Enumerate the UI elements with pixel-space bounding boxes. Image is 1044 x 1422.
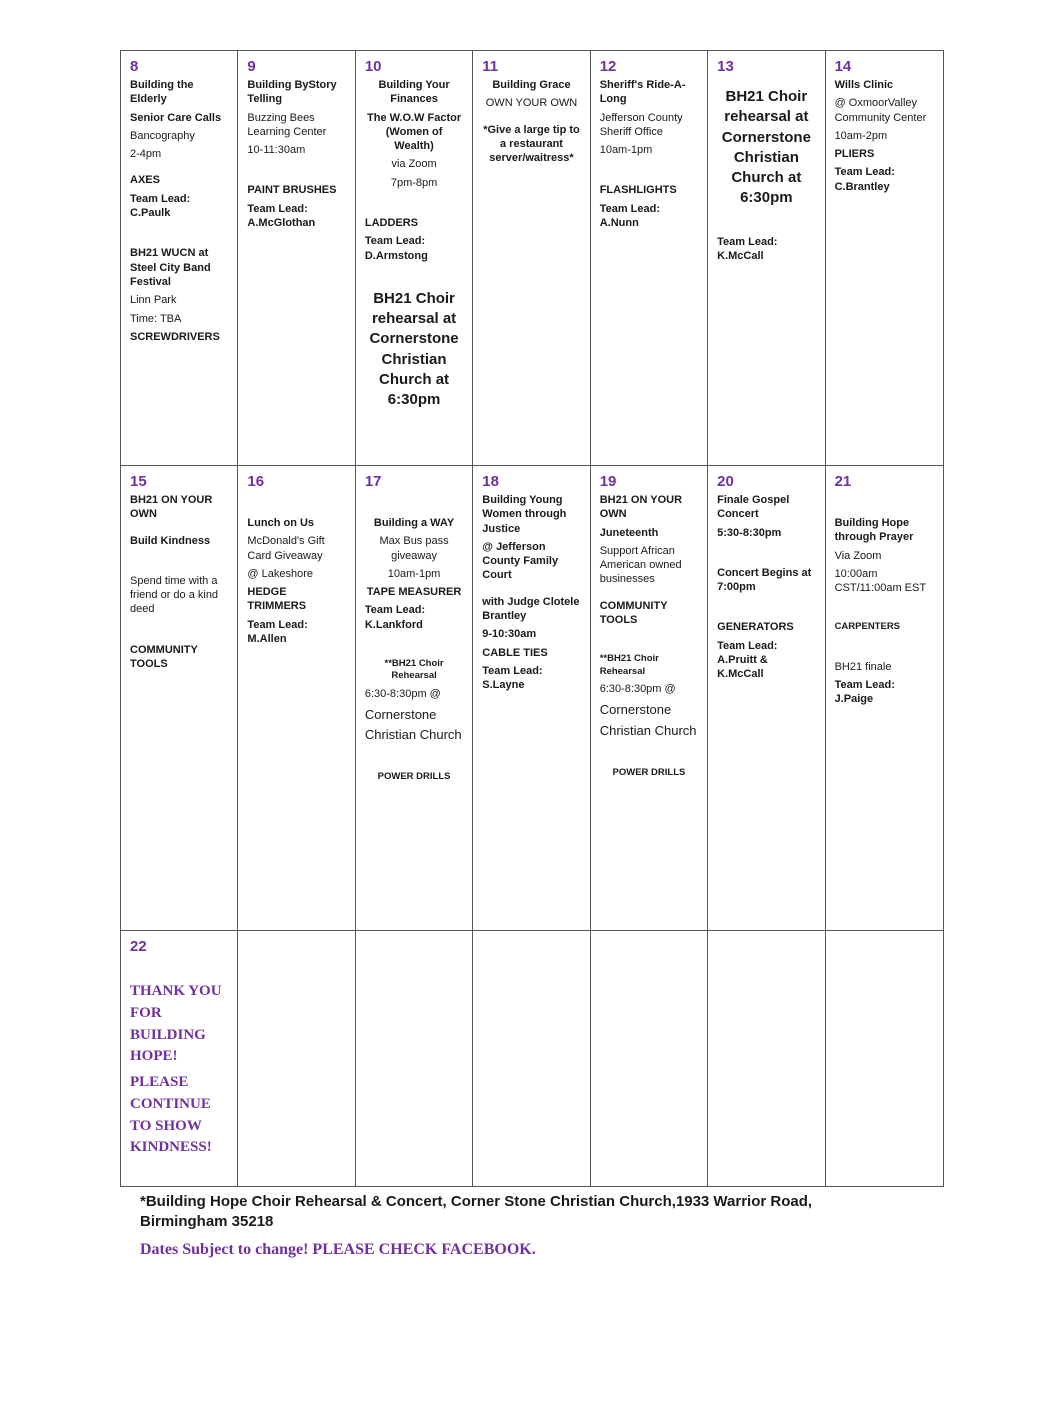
day-number: 20 <box>717 473 734 490</box>
event-text: FLASHLIGHTS <box>599 184 677 197</box>
footer <box>140 1192 880 1259</box>
day-number: 21 <box>834 473 852 490</box>
event-text: HEDGE TRIMMERS <box>247 586 307 613</box>
event-text: 10-11:30am <box>247 144 306 157</box>
event-text: LADDERS <box>364 217 419 230</box>
event-text: CARPENTERS <box>834 621 901 633</box>
event-text: BH21 finale <box>834 660 892 673</box>
event-text: Team Lead: A.Pruitt & K.McCall <box>717 639 778 681</box>
event-text: TAPE MEASURER <box>366 586 462 599</box>
event-text: CABLE TIES <box>482 646 548 659</box>
event-text: AXES <box>130 174 160 187</box>
event-text: Building Your Finances <box>378 79 450 106</box>
day-number: 22 <box>130 938 147 955</box>
event-text: The W.O.W Factor (Women of Wealth) <box>367 111 462 153</box>
calendar-cell-day-18 <box>473 466 590 931</box>
event-text: @ Jefferson County Family Court <box>482 540 559 582</box>
day-number: 10 <box>364 58 382 75</box>
event-text: OWN YOUR OWN <box>485 97 578 110</box>
event-text: Bancography <box>130 129 195 142</box>
event-text: THANK YOU FOR BUILDING HOPE! <box>130 983 222 1065</box>
calendar-cell-day-16 <box>238 466 355 931</box>
event-text: Team Lead: D.Armstong <box>364 235 428 262</box>
day-number: 8 <box>130 58 139 75</box>
event-text: Build Kindness <box>130 534 211 547</box>
day-number: 15 <box>130 473 147 490</box>
event-text: Time: TBA <box>130 312 182 325</box>
calendar-cell-day-22 <box>121 931 238 1186</box>
day-number: 17 <box>364 473 382 490</box>
footer-note: *Building Hope Choir Rehearsal & Concert, Corner Stone Christian Church,1933 Warrior Road, Birmingham 35218 <box>140 1193 813 1231</box>
event-text: 10am-1pm <box>599 144 653 157</box>
event-text: Team Lead: S.Layne <box>482 664 543 692</box>
event-text: Wills Clinic <box>834 79 894 91</box>
event-text: COMMUNITY TOOLS <box>130 643 198 671</box>
calendar-cell-day-14 <box>826 51 943 466</box>
day-number: 9 <box>247 58 256 75</box>
event-text: Sheriff's Ride-A-Long <box>599 79 686 106</box>
event-text: Team Lead: A.McGlothan <box>247 202 316 230</box>
event-text: Team Lead: J.Paige <box>834 679 895 706</box>
event-text: Team Lead: K.Lankford <box>364 604 426 631</box>
event-text: POWER DRILLS <box>377 771 451 783</box>
event-text: PLIERS <box>834 148 875 161</box>
event-text: Team Lead: K.McCall <box>717 235 778 262</box>
calendar-cell-day-12 <box>591 51 708 466</box>
event-text: Team Lead: M.Allen <box>247 618 308 646</box>
day-number: 18 <box>482 473 499 490</box>
footer-disclaimer: Dates Subject to change! PLEASE CHECK FACEBOOK. <box>140 1240 536 1258</box>
event-text: Juneteenth <box>599 526 659 539</box>
event-text: Finale Gospel Concert <box>717 494 790 521</box>
calendar-cell-empty <box>356 931 473 1186</box>
event-text: 6:30-8:30pm @ <box>599 683 676 696</box>
event-text: Cornerstone Christian Church <box>599 702 697 738</box>
event-text: Building Young Women through Justice <box>482 494 567 535</box>
event-text: Jefferson County Sheriff Office <box>599 111 683 138</box>
calendar-cell-day-17 <box>356 466 473 931</box>
calendar-cell-day-15 <box>121 466 238 931</box>
day-number: 11 <box>482 58 499 75</box>
event-text: *Give a large tip to a restaurant server/waitress* <box>483 123 580 165</box>
calendar-cell-empty <box>826 931 943 1186</box>
calendar-cell-day-19 <box>591 466 708 931</box>
event-text: Building a WAY <box>373 517 455 529</box>
event-text: BH21 Choir rehearsal at Cornerstone Christian Church at 6:30pm <box>369 289 459 409</box>
calendar-cell-empty <box>473 931 590 1186</box>
event-text: **BH21 Choir Rehearsal <box>599 653 659 677</box>
event-text: BH21 ON YOUR OWN <box>130 494 213 521</box>
day-number: 19 <box>599 473 617 490</box>
calendar-cell-day-11 <box>473 51 590 466</box>
event-text: via Zoom <box>391 158 437 171</box>
event-text: 9-10:30am <box>482 628 537 641</box>
event-text: Building ByStory Telling <box>247 79 337 106</box>
event-text: @ Lakeshore <box>247 567 314 580</box>
calendar-cell-day-10 <box>356 51 473 466</box>
event-text: GENERATORS <box>717 621 794 634</box>
calendar-cell-day-20 <box>708 466 825 931</box>
event-text: McDonald's Gift Card Giveaway <box>247 535 325 562</box>
event-text: PLEASE CONTINUE TO SHOW KINDNESS! <box>130 1074 212 1156</box>
event-text: 2-4pm <box>130 148 162 161</box>
calendar-cell-day-9 <box>238 51 355 466</box>
day-number: 13 <box>717 58 734 75</box>
event-text: BH21 Choir rehearsal at Cornerstone Christian Church at 6:30pm <box>721 88 811 207</box>
event-text: COMMUNITY TOOLS <box>599 599 668 627</box>
event-text: Spend time with a friend or do a kind deed <box>130 574 219 616</box>
event-text: 10am-1pm <box>387 567 441 580</box>
day-number: 14 <box>834 58 852 75</box>
event-text: Building the Elderly <box>130 79 194 106</box>
event-text: 7pm-8pm <box>390 176 438 189</box>
calendar-cell-day-8 <box>121 51 238 466</box>
event-text: Linn Park <box>130 294 177 307</box>
day-number: 16 <box>247 473 265 490</box>
event-text: with Judge Clotele Brantley <box>482 595 580 623</box>
calendar-cell-day-13 <box>708 51 825 466</box>
event-text: Via Zoom <box>834 549 882 562</box>
event-text: **BH21 Choir Rehearsal <box>384 658 444 682</box>
event-text: Team Lead: C.Brantley <box>834 166 895 193</box>
event-text: Max Bus pass giveaway <box>379 535 449 562</box>
event-text: Support African American owned businesses <box>599 544 682 586</box>
calendar-grid <box>120 50 944 1187</box>
event-text: BH21 WUCN at Steel City Band Festival <box>130 247 211 288</box>
event-text: Cornerstone Christian Church <box>364 707 462 743</box>
event-text: @ OxmoorValley Community Center <box>834 97 927 124</box>
event-text: Concert Begins at 7:00pm <box>717 566 812 594</box>
event-text: Buzzing Bees Learning Center <box>247 111 327 138</box>
event-text: Building Hope through Prayer <box>834 517 914 544</box>
event-text: 10am-2pm <box>834 129 888 142</box>
event-text: SCREWDRIVERS <box>130 330 220 343</box>
calendar-cell-day-21 <box>826 466 943 931</box>
event-text: POWER DRILLS <box>612 766 686 778</box>
event-text: 5:30-8:30pm <box>717 526 782 539</box>
event-text: Building Grace <box>492 79 571 91</box>
event-text: 10:00am CST/11:00am EST <box>834 567 927 595</box>
event-text: Team Lead: C.Paulk <box>130 192 191 220</box>
event-text: PAINT BRUSHES <box>247 184 337 197</box>
calendar-cell-empty <box>591 931 708 1186</box>
calendar-cell-empty <box>238 931 355 1186</box>
day-number: 12 <box>599 58 617 75</box>
event-text: Team Lead: A.Nunn <box>599 202 661 230</box>
event-text: Senior Care Calls <box>130 111 222 124</box>
calendar-cell-empty <box>708 931 825 1186</box>
event-text: 6:30-8:30pm @ <box>364 687 441 700</box>
event-text: BH21 ON YOUR OWN <box>599 494 683 521</box>
event-text: Lunch on Us <box>247 517 315 529</box>
